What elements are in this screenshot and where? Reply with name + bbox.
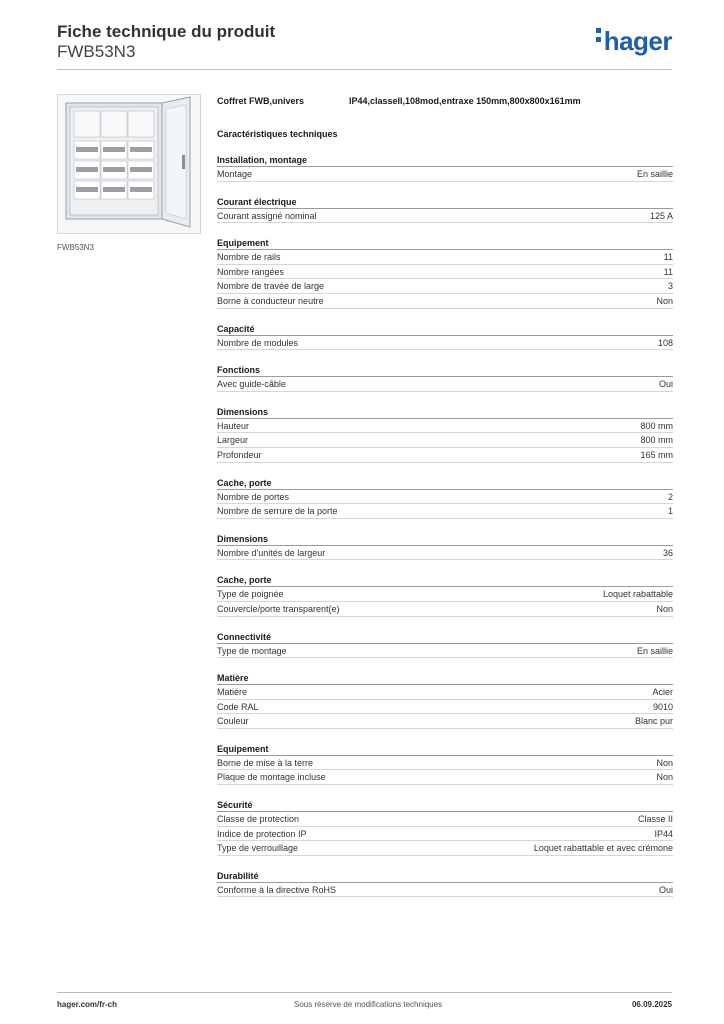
spec-label: Nombre de rails xyxy=(217,252,281,263)
product-description: IP44,classeII,108mod,entraxe 150mm,800x800x161mm xyxy=(349,96,581,106)
spec-label: Nombre de serrure de la porte xyxy=(217,506,338,517)
spec-label: Largeur xyxy=(217,435,249,446)
section-title: Dimensions xyxy=(217,532,673,546)
spec-value: 9010 xyxy=(652,701,673,712)
section-title: Fonctions xyxy=(217,363,673,377)
section-title: Dimensions xyxy=(217,405,673,419)
spec-section xyxy=(217,573,673,616)
page-footer xyxy=(57,992,672,1012)
spec-row xyxy=(217,602,673,617)
spec-value: 3 xyxy=(667,281,673,292)
spec-row xyxy=(217,644,673,659)
spec-value: 1 xyxy=(667,506,673,517)
spec-label: Type de poignée xyxy=(217,589,284,600)
spec-row xyxy=(217,279,673,294)
spec-row xyxy=(217,504,673,519)
spec-label: Indice de protection IP xyxy=(217,828,307,839)
section-title: Cache, porte xyxy=(217,476,673,490)
spec-row xyxy=(217,336,673,351)
product-name: Coffret FWB,univers xyxy=(217,96,305,106)
enclosure-illustration xyxy=(58,95,200,233)
spec-value: Classe II xyxy=(637,814,673,825)
logo-dots-icon xyxy=(596,28,602,46)
section-title: Equipement xyxy=(217,236,673,250)
section-title: Durabilité xyxy=(217,869,673,883)
spec-label: Code RAL xyxy=(217,701,259,712)
spec-label: Courant assigné nominal xyxy=(217,210,317,221)
spec-label: Avec guide-câble xyxy=(217,379,286,390)
spec-value: 165 mm xyxy=(640,449,673,460)
spec-label: Borne de mise à la terre xyxy=(217,757,314,768)
section-title: Courant électrique xyxy=(217,195,673,209)
product-reference: FWB53N3 xyxy=(57,42,136,61)
spec-section xyxy=(217,532,673,561)
spec-section xyxy=(217,322,673,351)
logo-text: hager xyxy=(603,26,672,56)
section-title: Equipement xyxy=(217,742,673,756)
spec-row xyxy=(217,490,673,505)
spec-value: Oui xyxy=(658,379,673,390)
footer-website: hager.com/fr-ch xyxy=(57,1000,118,1009)
spec-value: IP44 xyxy=(654,828,673,839)
spec-row xyxy=(217,700,673,715)
spec-section xyxy=(217,476,673,519)
spec-label: Type de montage xyxy=(217,645,287,656)
spec-row xyxy=(217,209,673,224)
section-title: Installation, montage xyxy=(217,153,673,167)
spec-value: 36 xyxy=(662,547,673,558)
spec-section xyxy=(217,742,673,785)
spec-row xyxy=(217,433,673,448)
spec-section xyxy=(217,869,673,898)
spec-label: Nombre rangées xyxy=(217,266,285,277)
spec-label: Conforme à la directive RoHS xyxy=(217,884,337,895)
spec-value: Non xyxy=(656,772,673,783)
spec-row xyxy=(217,714,673,729)
page-header xyxy=(57,22,672,70)
page-title: Fiche technique du produit xyxy=(57,22,276,41)
spec-value: Blanc pur xyxy=(634,716,673,727)
spec-section xyxy=(217,405,673,463)
spec-section xyxy=(217,236,673,308)
section-title: Cache, porte xyxy=(217,573,673,587)
spec-value: Loquet rabattable et avec crémone xyxy=(533,843,673,854)
spec-row xyxy=(217,770,673,785)
spec-label: Couvercle/porte transparent(e) xyxy=(217,603,340,614)
hager-logo xyxy=(596,26,672,57)
spec-value: Oui xyxy=(658,884,673,895)
spec-label: Nombre de modules xyxy=(217,337,299,348)
spec-row xyxy=(217,812,673,827)
spec-label: Nombre de travée de large xyxy=(217,281,325,292)
spec-section xyxy=(217,195,673,224)
spec-row xyxy=(217,377,673,392)
characteristics-title: Caractéristiques techniques xyxy=(217,129,338,139)
section-title: Matière xyxy=(217,671,673,685)
spec-row xyxy=(217,883,673,898)
spec-row xyxy=(217,827,673,842)
spec-row xyxy=(217,265,673,280)
spec-section xyxy=(217,671,673,729)
spec-label: Nombre de portes xyxy=(217,491,290,502)
spec-sections xyxy=(217,153,673,897)
spec-label: Hauteur xyxy=(217,420,250,431)
spec-value: 11 xyxy=(663,252,673,263)
spec-row xyxy=(217,419,673,434)
section-title: Connectivité xyxy=(217,630,673,644)
spec-row xyxy=(217,756,673,771)
spec-section xyxy=(217,630,673,659)
spec-value: Non xyxy=(656,757,673,768)
spec-value: En saillie xyxy=(636,169,673,179)
product-image xyxy=(57,94,201,234)
section-title: Capacité xyxy=(217,322,673,336)
spec-value: Acier xyxy=(652,687,673,698)
spec-value: 108 xyxy=(657,337,673,348)
spec-row xyxy=(217,250,673,265)
spec-section xyxy=(217,798,673,856)
spec-label: Classe de protection xyxy=(217,814,300,825)
spec-value: Loquet rabattable xyxy=(602,589,673,600)
spec-value: Non xyxy=(656,603,673,614)
spec-row xyxy=(217,546,673,561)
spec-row xyxy=(217,167,673,182)
spec-value: 800 mm xyxy=(640,420,673,431)
spec-label: Couleur xyxy=(217,716,249,727)
section-title: Sécurité xyxy=(217,798,673,812)
image-caption: FWB53N3 xyxy=(57,243,94,252)
spec-section xyxy=(217,363,673,392)
spec-label: Montage xyxy=(217,169,253,179)
spec-label: Nombre d'unités de largeur xyxy=(217,547,326,558)
spec-label: Profondeur xyxy=(217,449,262,460)
footer-notice: Sous réserve de modifications techniques xyxy=(294,1000,443,1009)
spec-row xyxy=(217,448,673,463)
spec-row xyxy=(217,685,673,700)
spec-section xyxy=(217,153,673,182)
spec-row xyxy=(217,587,673,602)
spec-value: 125 A xyxy=(649,210,673,221)
spec-row xyxy=(217,294,673,309)
spec-value: Non xyxy=(656,295,673,306)
spec-value: En saillie xyxy=(636,645,673,656)
footer-date: 06.09.2025 xyxy=(631,1000,672,1009)
spec-label: Type de verrouillage xyxy=(217,843,299,854)
spec-value: 11 xyxy=(663,266,673,277)
spec-label: Plaque de montage incluse xyxy=(217,772,326,783)
spec-label: Matière xyxy=(217,687,248,698)
spec-row xyxy=(217,841,673,856)
spec-value: 2 xyxy=(667,491,673,502)
spec-sheet xyxy=(217,95,673,897)
product-description-row xyxy=(217,95,673,107)
spec-value: 800 mm xyxy=(640,435,673,446)
spec-label: Borne à conducteur neutre xyxy=(217,295,324,306)
